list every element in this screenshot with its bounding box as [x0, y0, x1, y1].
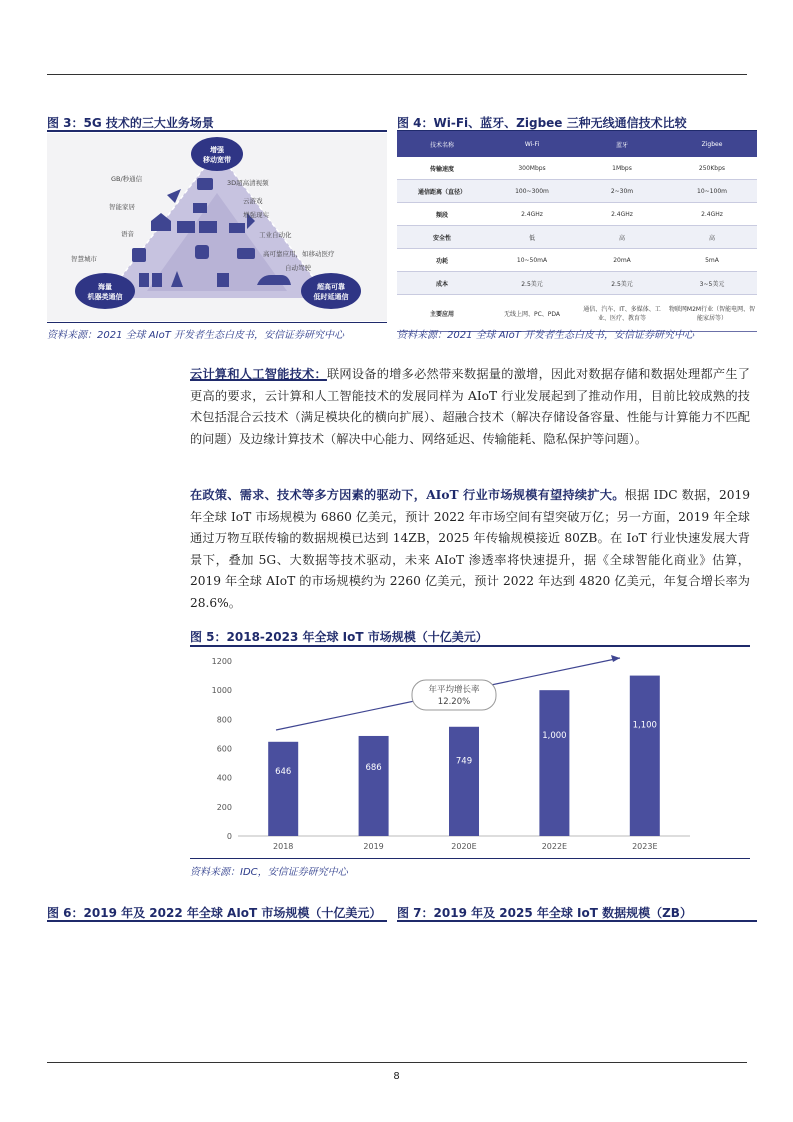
fig5-source: 资料来源：IDC，安信证券研究中心	[190, 867, 348, 878]
bar-value-label: 749	[455, 756, 473, 767]
table-cell: 3~5美元	[667, 272, 757, 295]
table-row	[397, 249, 757, 272]
y-tick-label: 800	[216, 715, 232, 725]
label-3d-video: 3D超高清视频	[227, 179, 269, 187]
x-tick-labels	[273, 842, 657, 851]
fig3-title: 图 3：5G 技术的三大业务场景	[47, 116, 214, 130]
table-cell: 功耗	[397, 249, 487, 272]
x-tick-label: 2019	[363, 842, 384, 851]
bar-2020E	[449, 727, 479, 836]
table-cell: 10~100m	[667, 180, 757, 203]
x-tick-label: 2018	[273, 842, 294, 851]
settings-icon	[195, 245, 209, 259]
table-cell: 通信、汽车、IT、多媒体、工业、医疗、教育等	[577, 295, 667, 332]
x-tick-label: 2023E	[632, 842, 658, 851]
table-cell: 成本	[397, 272, 487, 295]
svg-text:海量: 海量	[98, 283, 112, 291]
cagr-arrowhead-icon	[611, 655, 620, 662]
label-smart-city: 智慧城市	[71, 255, 97, 263]
table-header-cell: Zigbee	[667, 131, 757, 157]
table-cell: 频段	[397, 203, 487, 226]
table-cell: 2~30m	[577, 180, 667, 203]
cagr-label: 年平均增长率	[428, 685, 480, 695]
fig3-bottom-rule	[47, 322, 387, 323]
node-urllc	[301, 273, 361, 309]
table-cell: 5mA	[667, 249, 757, 272]
label-ar: 增强现实	[243, 211, 269, 219]
table-cell: 高	[667, 226, 757, 249]
table-cell: 物联网M2M行业（智能电网、智能家居等）	[667, 295, 757, 332]
table-cell: 2.5美元	[487, 272, 577, 295]
table-cell: 低	[487, 226, 577, 249]
fig6-title-rule	[47, 920, 387, 922]
table-cell: 高	[577, 226, 667, 249]
vr-icon	[229, 223, 245, 233]
table-row	[397, 226, 757, 249]
fig3-diagram	[47, 133, 387, 321]
fig4-title: 图 4：Wi-Fi、蓝牙、Zigbee 三种无线通信技术比较	[397, 116, 687, 130]
label-auto: 自动驾驶	[285, 264, 311, 272]
x-tick-label: 2022E	[541, 842, 568, 851]
fig3-title-rule	[47, 130, 387, 132]
bar-2022E	[539, 690, 569, 836]
table-cell: 100~300m	[487, 180, 577, 203]
paragraph-body: 根据 IDC 数据，2019 年全球 IoT 市场规模为 6860 亿美元，预计 2022 年市场空间有望突破万亿；另一方面，2019 年全球通过万物互联传输的数据规模已达到 14ZB，2025 年传输规模接近 80ZB。在 IoT 行业快速发展大背景下，叠加 5G、大数据等技术驱动，未来 AIoT 渗透率将快速提升，据《全球智能化商业》估算，2019 年全球 AIoT 的市场规模约为 2260 亿美元，预计 2022 年达到 4820 亿美元，年复合增长率为 28.6%。	[190, 488, 750, 610]
fig5-bottom-rule	[190, 858, 750, 859]
node-embb	[191, 137, 243, 171]
y-tick-label: 1200	[211, 657, 232, 666]
table-cell: 250Kbps	[667, 157, 757, 180]
fig3-source: 资料来源：2021 全球 AIoT 开发者生态白皮书，安信证券研究中心	[47, 330, 345, 341]
table-cell: 20mA	[577, 249, 667, 272]
table-cell: 2.4GHz	[667, 203, 757, 226]
page-number: 8	[393, 1071, 400, 1082]
table-row	[397, 157, 757, 180]
label-industry: 工业自动化	[259, 231, 292, 239]
fig4-source: 资料来源：2021 全球 AIoT 开发者生态白皮书，安信证券研究中心	[397, 330, 695, 341]
fig7-title-rule	[397, 920, 757, 922]
svg-text:低时延通信: 低时延通信	[313, 293, 349, 301]
table-cell: 2.5美元	[577, 272, 667, 295]
grid-icon	[177, 221, 195, 233]
paragraph-cloud-ai	[190, 364, 750, 450]
window-icon	[199, 221, 217, 233]
cagr-value: 12.20%	[437, 697, 471, 707]
video-icon	[197, 178, 213, 190]
y-tick-labels	[212, 657, 232, 841]
y-tick-label: 200	[216, 802, 232, 812]
svg-text:移动宽带: 移动宽带	[203, 156, 231, 164]
table-cell: 2.4GHz	[487, 203, 577, 226]
table-cell: 主要应用	[397, 295, 487, 332]
fig5-title-rule	[190, 645, 750, 647]
svg-text:机器类通信: 机器类通信	[87, 293, 123, 301]
node-mmtc	[75, 273, 135, 309]
paragraph-lead: 在政策、需求、技术等多方因素的驱动下，AIoT 行业市场规模有望持续扩大。	[190, 488, 625, 502]
bar-2018	[268, 742, 298, 836]
building2-icon	[152, 273, 162, 287]
table-header-cell: Wi-Fi	[487, 131, 577, 157]
x-tick-label: 2020E	[451, 842, 477, 851]
table-cell: 无线上网、PC、PDA	[487, 295, 577, 332]
table-header-row	[397, 131, 757, 157]
ambulance-icon	[237, 248, 255, 259]
table-row	[397, 180, 757, 203]
bar-value-label: 1,000	[542, 730, 567, 741]
bar-value-label: 1,100	[632, 720, 657, 731]
y-tick-label: 400	[216, 773, 232, 783]
building-icon	[139, 273, 149, 287]
table-cell: 10~50mA	[487, 249, 577, 272]
bar-value-label: 686	[365, 762, 382, 773]
factory-icon	[217, 273, 229, 287]
svg-text:增强: 增强	[210, 146, 224, 154]
fig7-title: 图 7：2019 年及 2025 年全球 IoT 数据规模（ZB）	[397, 906, 692, 920]
table-row	[397, 203, 757, 226]
y-tick-label: 1000	[211, 686, 232, 696]
y-tick-label: 600	[216, 744, 232, 754]
label-gb: GB/秒通信	[111, 175, 143, 183]
label-voice: 语音	[121, 230, 134, 238]
table-cell: 2.4GHz	[577, 203, 667, 226]
table-cell: 安全性	[397, 226, 487, 249]
table-cell: 通信距离（直径）	[397, 180, 487, 203]
fig6-title: 图 6：2019 年及 2022 年全球 AIoT 市场规模（十亿美元）	[47, 906, 382, 920]
svg-text:超高可靠: 超高可靠	[317, 283, 345, 291]
label-medical: 高可靠应用，如移动医疗	[263, 250, 335, 258]
sensor-icon	[132, 248, 146, 262]
label-smart-home: 智能家居	[109, 203, 135, 211]
label-cloud-game: 云游戏	[243, 197, 263, 205]
paragraph-lead: 云计算和人工智能技术：	[190, 367, 327, 381]
paragraph-market	[190, 485, 750, 614]
bar-value-label: 646	[275, 767, 292, 778]
y-tick-label: 0	[226, 832, 232, 841]
table-cell: 传输速度	[397, 157, 487, 180]
header-rule	[47, 74, 747, 75]
fig5-chart	[190, 650, 750, 858]
fig4-table	[397, 131, 757, 332]
table-cell: 1Mbps	[577, 157, 667, 180]
bar-2023E	[630, 676, 660, 836]
fig5-title: 图 5：2018-2023 年全球 IoT 市场规模（十亿美元）	[190, 630, 488, 644]
bar-2019	[359, 736, 389, 836]
footer-rule	[47, 1062, 747, 1063]
table-cell: 300Mbps	[487, 157, 577, 180]
table-header-cell: 技术名称	[397, 131, 487, 157]
paragraph-body: 联网设备的增多必然带来数据量的激增，因此对数据存储和数据处理都产生了更高的要求，云计算和人工智能技术的发展同样为 AIoT 行业发展起到了推动作用，目前比较成熟的技术包括混合云技术（满足模块化的横向扩展）、超融合技术（解决存储设备容量、性能与计算能力不匹配的问题）及边缘计算技术（解决中心能力、网络延迟、传输能耗、隐私保护等问题）。	[190, 367, 750, 446]
table-header-cell: 蓝牙	[577, 131, 667, 157]
table-row	[397, 272, 757, 295]
gamepad-icon	[193, 203, 207, 213]
